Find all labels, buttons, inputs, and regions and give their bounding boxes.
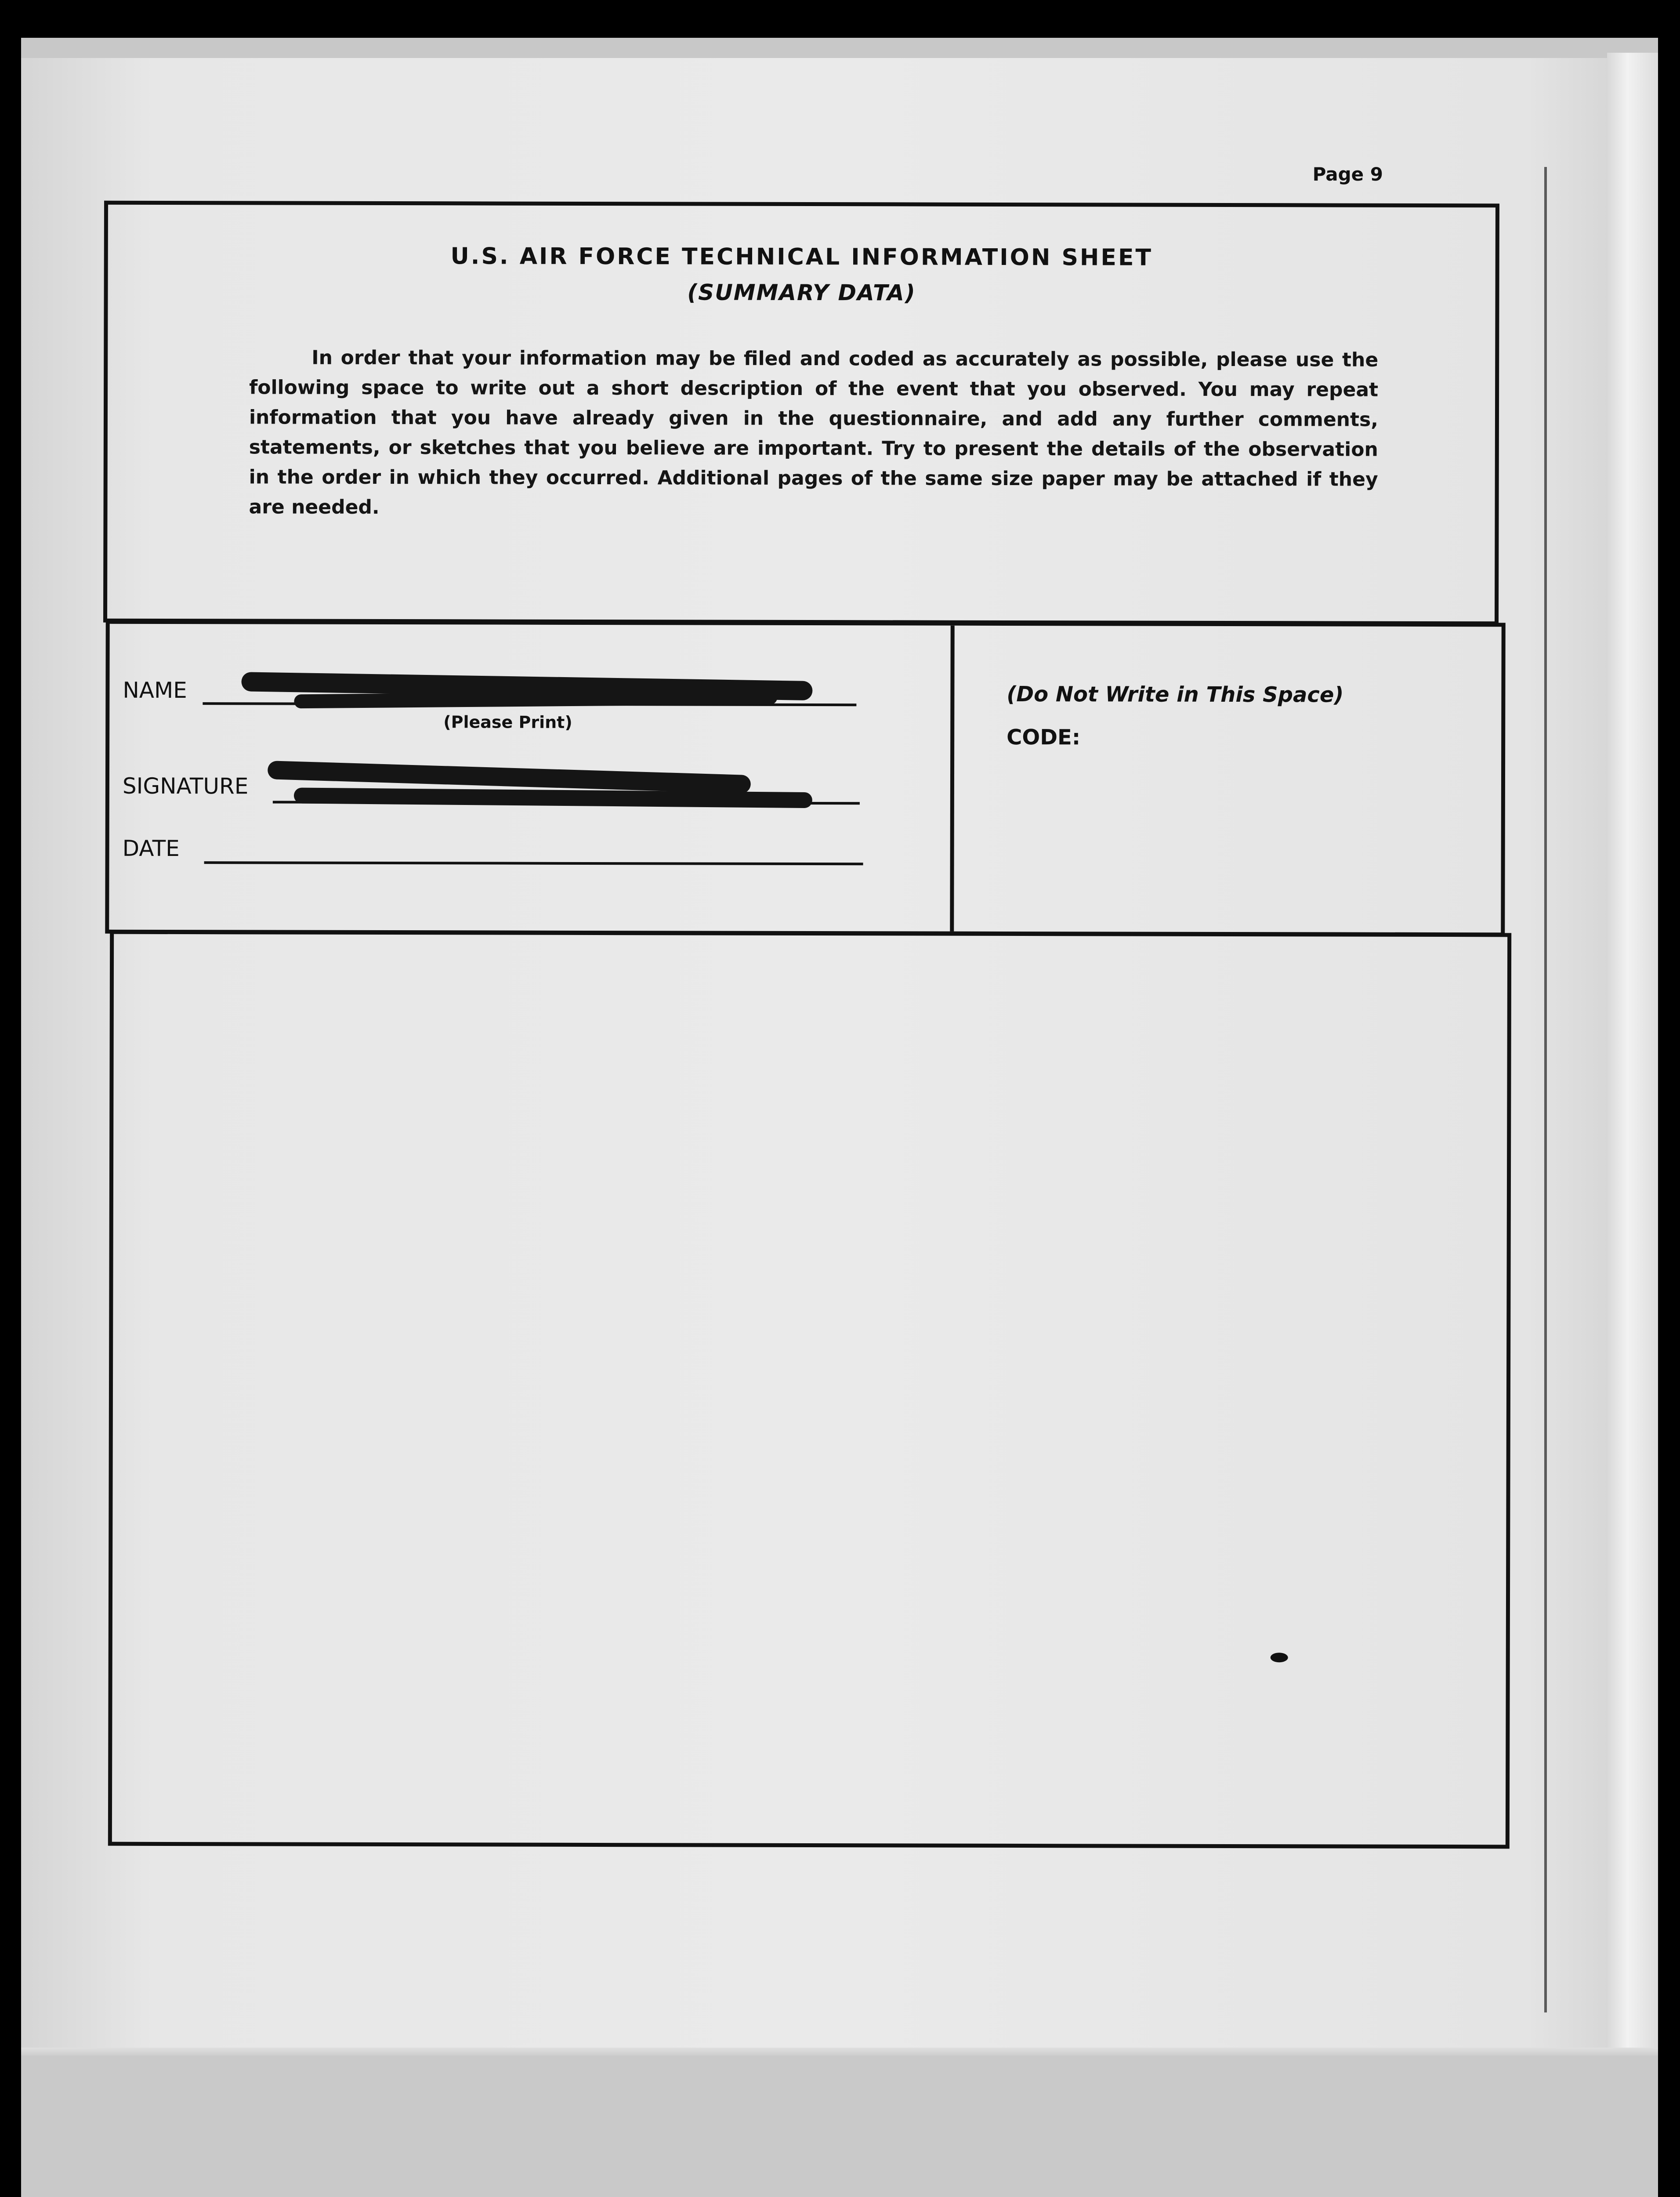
observer-identification-section — [105, 620, 1505, 937]
form-title: U.S. AIR FORCE TECHNICAL INFORMATION SHEET — [450, 243, 1153, 271]
office-use-note: (Do Not Write in This Space) — [1007, 682, 1344, 707]
section-divider — [950, 626, 954, 932]
ink-speck — [1271, 1653, 1288, 1662]
form-instructions: In order that your information may be filed and coded as accurately as possible, please use the following space to write out a short description of the event that you observed. You may repeat information that you have already given in the questionnaire, and add any further comments, statements, or sketches that you believe are important. Try to present the details of the observation in the order in which they occurred. Additional pages of the same size paper may be attached if they are needed. — [249, 346, 1379, 518]
form-header-section — [103, 201, 1499, 626]
form-subtitle: (SUMMARY DATA) — [687, 279, 916, 306]
date-label: DATE — [122, 835, 180, 862]
name-print-hint: (Please Print) — [443, 712, 572, 732]
date-field[interactable] — [204, 861, 863, 865]
paper-bottom-band — [21, 2056, 1658, 2197]
code-label: CODE: — [1007, 725, 1081, 750]
description-area[interactable] — [108, 930, 1511, 1849]
paper-right-edge — [1607, 53, 1658, 2056]
signature-label: SIGNATURE — [122, 773, 249, 799]
information-sheet-form — [104, 202, 1505, 1845]
paper-top-shadow — [21, 38, 1658, 58]
paper-edge-line — [1544, 167, 1547, 2012]
page-number: Page 9 — [1312, 163, 1383, 185]
name-label: NAME — [123, 677, 187, 703]
